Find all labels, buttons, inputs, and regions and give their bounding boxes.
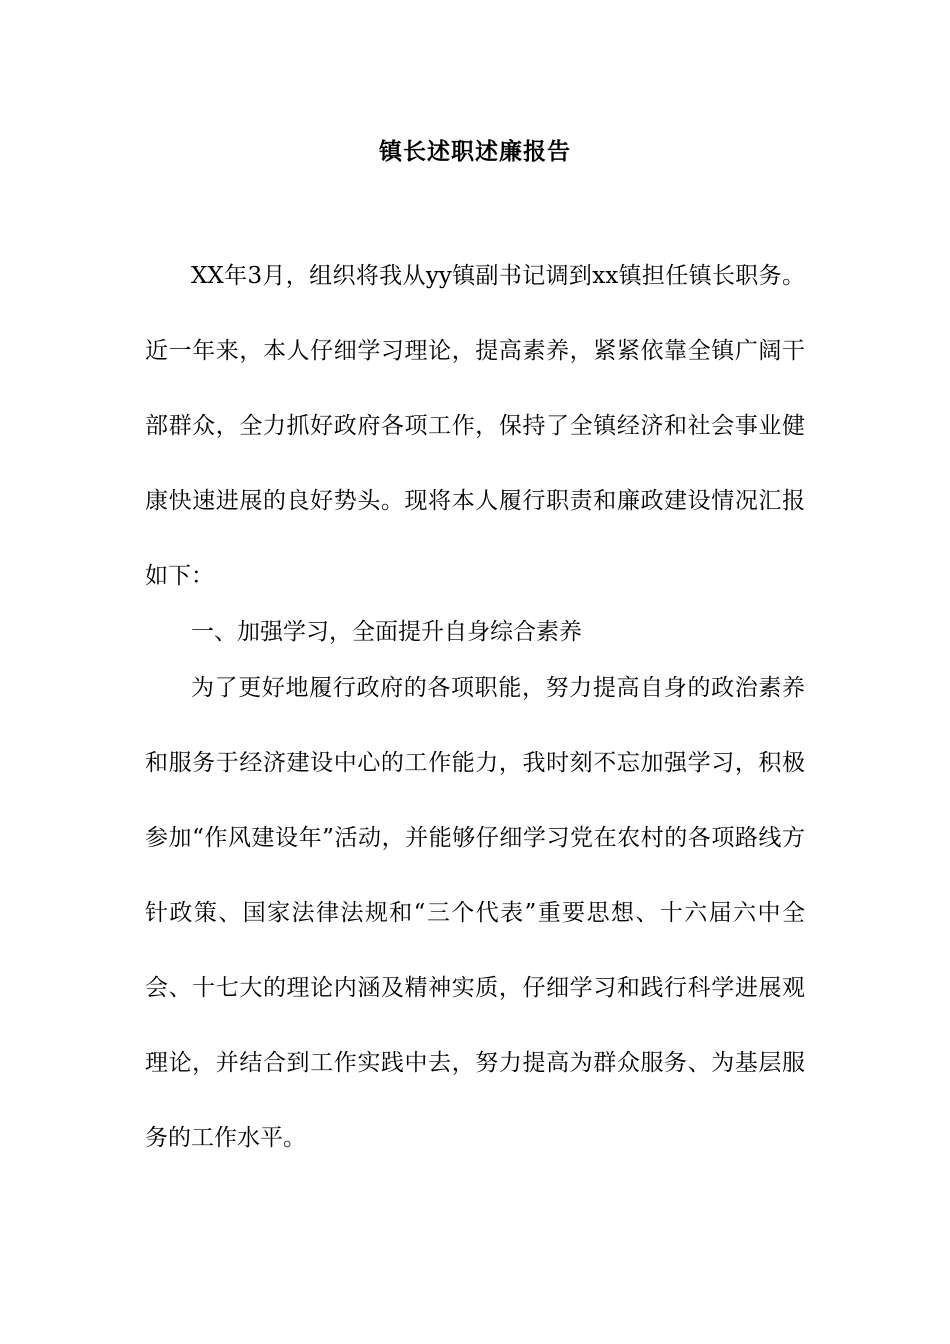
document-body bbox=[145, 258, 805, 1176]
paragraph-study: 为了更好地履行政府的各项职能，努力提高自身的政治素养和服务于经济建设中心的工作能力，我时刻不忘加强学习，积极参加“作风建设年”活动，并能够仔细学习党在农村的各项路线方针政策、国家法律法规和“三个代表”重要思想、十六届六中全会、十七大的理论内涵及精神实质，仔细学习和践行科学进展观理论，并结合到工作实践中去，努力提高为群众服务、为基层服务的工作水平。 bbox=[145, 675, 805, 1151]
paragraph-intro: XX年3月，组织将我从yy镇副书记调到xx镇担任镇长职务。近一年来，本人仔细学习理论，提高素养，紧紧依靠全镇广阔干部群众，全力抓好政府各项工作，保持了全镇经济和社会事业健康快速进展的良好势头。现将本人履行职责和廉政建设情况汇报如下： bbox=[145, 263, 805, 589]
document-title: 镇长述职述廉报告 bbox=[379, 138, 571, 165]
section-heading-1: 一、加强学习，全面提升自身综合素养 bbox=[191, 619, 582, 645]
